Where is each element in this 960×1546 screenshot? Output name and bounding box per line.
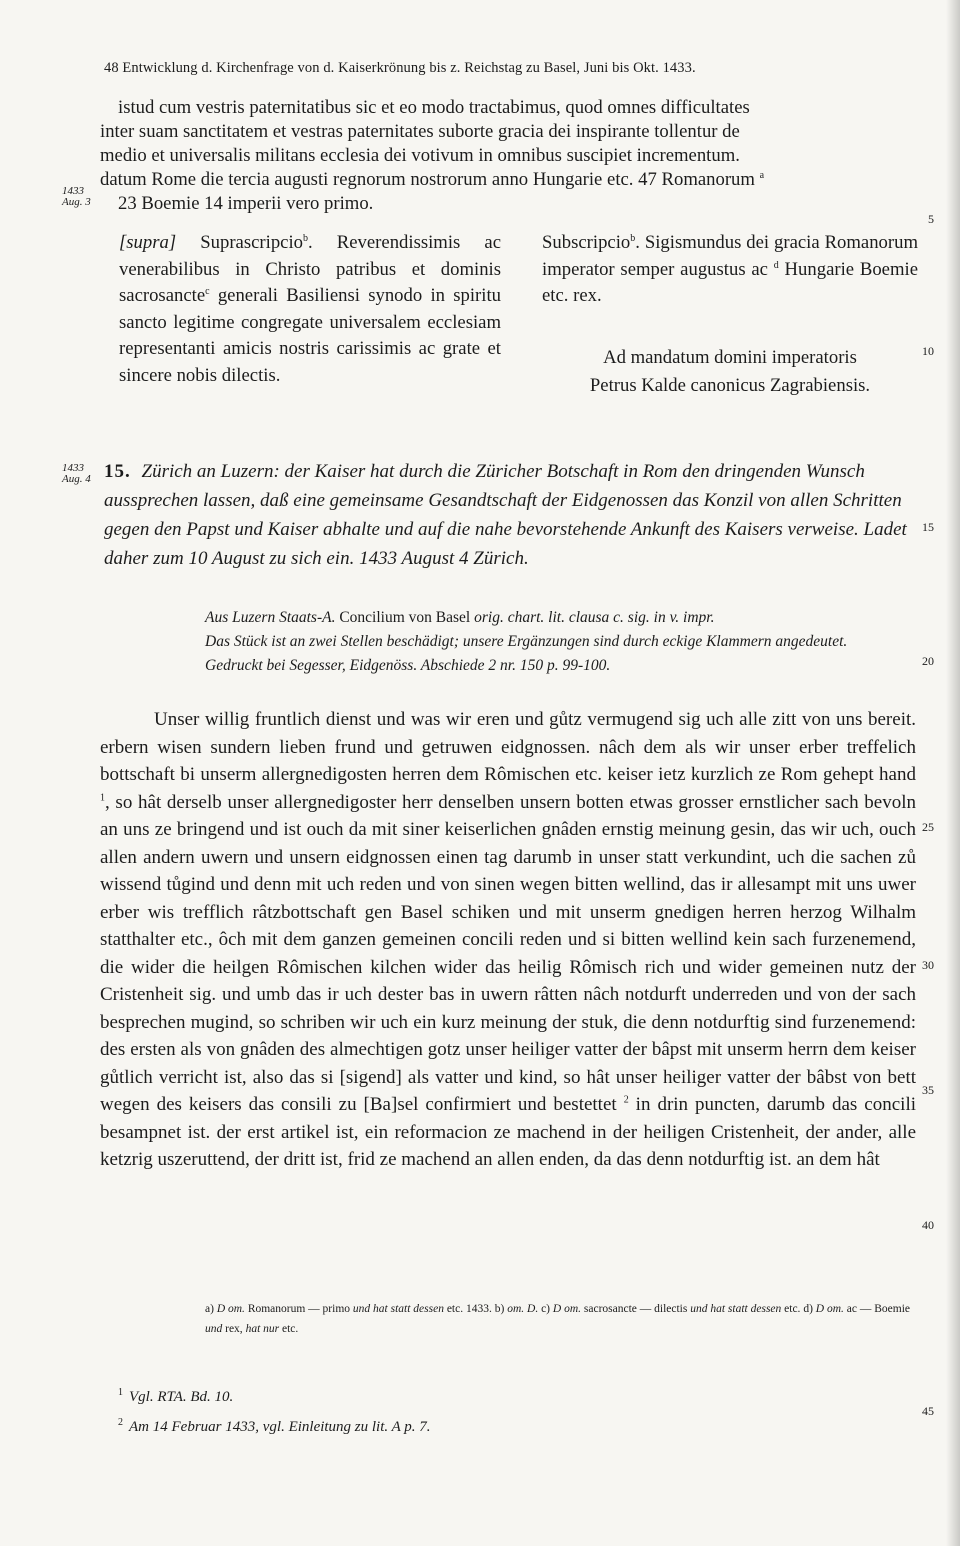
variant-reading: rex,	[225, 1323, 243, 1335]
footnote	[118, 1380, 818, 1410]
variant-reading: etc. 1433.	[446, 1303, 492, 1315]
letter-paragraph	[100, 706, 916, 1174]
line-number: 10	[922, 344, 934, 358]
variant-mark: b	[303, 232, 308, 244]
document-summary: Zürich an Luzern: der Kaiser hat durch die Züricher Botschaft in Rom den dringenden Wunsch aussprechen lassen, daß eine gemeinsame Gesandtschaft der Eidgenossen das Konzil von allen Schritten gegen den Papst und Kaiser abhalte und auf die nahe bevorstehende Ankunft des Kaisers verweise. Ladet daher zum 10 August zu sich ein. 1433 August 4 Zürich.	[104, 461, 907, 569]
footnote-mark: 1	[118, 1387, 123, 1398]
latin-line: inter suam sanctitatem et vestras paternitates suborte gracia dei inspirante tollentur de	[100, 121, 740, 142]
line-number: 30	[922, 958, 934, 972]
variant-lemma: Romanorum — primo	[247, 1303, 351, 1315]
margin-month: Aug. 3	[62, 196, 91, 208]
abbrev: om.	[826, 1303, 844, 1315]
variant-mark: d	[773, 259, 779, 271]
subscr-text	[542, 230, 918, 310]
latin-line: 23 Boemie 14 imperii vero primo.	[118, 193, 374, 214]
footnote-text: Am 14 Februar 1433, vgl. Einleitung zu lit. A p. 7.	[129, 1419, 431, 1435]
supra-label: Suprascripcio	[200, 232, 303, 253]
variant-lemma: sacrosancte — dilectis	[583, 1303, 688, 1315]
source-note: Das Stück ist an zwei Stellen beschädigt; unsere Ergänzungen sind durch eckige Klammern angedeutet.	[205, 633, 848, 650]
supra-text: . Reverendissimis ac venerabilibus in Christo patribus et dominis sacrosancte	[119, 232, 501, 306]
siglum: D.	[527, 1303, 539, 1315]
margin-month: Aug. 4	[62, 473, 91, 485]
signatory-line: Petrus Kalde canonicus Zagrabiensis.	[589, 374, 871, 396]
page-edge-shadow	[946, 0, 960, 1546]
source-archive-name: Aus Luzern Staats-A.	[205, 609, 336, 626]
line-number: 5	[928, 212, 934, 226]
subscr-body: . Sigismundus dei gracia Romanorum imperator semper augustus ac	[542, 232, 918, 280]
margin-year: 1433	[62, 185, 84, 197]
line-number: 15	[922, 520, 934, 534]
variant-mark: b)	[494, 1303, 505, 1315]
document-number: 15.	[104, 461, 131, 482]
footnote-text: Vgl. RTA. Bd. 10.	[129, 1389, 234, 1405]
variant-note: hat nur	[245, 1323, 280, 1335]
source-description: orig. chart. lit. clausa c. sig. in v. impr.	[474, 609, 715, 626]
line-number: 20	[922, 654, 934, 668]
line-number: 40	[922, 1218, 934, 1232]
source-apparatus	[205, 606, 917, 678]
signature-block	[542, 344, 918, 400]
footnote-mark: 2	[118, 1417, 123, 1428]
source-collection: Concilium von Basel	[335, 609, 475, 626]
footnote-ref: 1	[100, 792, 105, 804]
letter-text: , so hât derselb unser allergnedigoster herr denselben unsern botten etwas grosser ernstlicher sach bevoln an uns ze bringend und ist ouch da mit siner keiserlichen gnâden ernstig meinung gesin, das wir uch, ouch allen andern uwern und unsern eidgnossen einen tag darumb in unser statt verkundint, uch die sachen zů wissend tůgind und denn mit uch reden und von sinen wegen bitten wellind, das ir allesampt mit uns uwer erber wis trefflich râtzbottschaft gen Basel schiken und mit unserm gnedigen herren herzog Wilhalm statthalter etc., ôch mit dem ganzen gemeinen concili reden und si bitten wellind kein sach furzenemend, die wider die heilgen Rômischen kilchen wider das heilig Rômisch rich und wider gemeinen nutz der Cristenheit sig. und umb das ir uch dester bas in uwern râtten nâch notdurft underreden und von der sach besprechen mugind, so schriben wir uch ein kurz meinung der stuk, die denn notdurftig sind furzenemend: des ersten als von gnâden des almechtigen gotz unser heiliger vatter der bâpst mit unserm herrn dem keiser gůtlich verricht ist, also das si [sigend] als vatter und kind, so hât unser heiliger vatter der bâbst von bett wegen des keisers das consili zu [Ba]sel confirmiert und bestettet	[100, 791, 916, 1115]
variant-mark: b	[630, 232, 636, 244]
latin-line: medio et universalis militans ecclesia dei votivum in omnibus suscipiet incrementum.	[100, 145, 740, 166]
variant-note: und hat statt dessen	[352, 1303, 444, 1315]
letter-body	[100, 706, 916, 1174]
subscripcio	[542, 230, 918, 400]
line-number: 25	[922, 820, 934, 834]
footnotes	[118, 1380, 818, 1440]
margin-date	[62, 186, 91, 208]
variant-note: und hat statt dessen	[690, 1303, 782, 1315]
variant-lemma: ac — Boemie	[846, 1303, 911, 1315]
latin-line-text: datum Rome die tercia augusti regnorum nostrorum anno Hungarie etc. 47 Romanorum	[100, 169, 755, 190]
margin-date	[62, 463, 91, 485]
siglum: D	[216, 1303, 226, 1315]
variant-mark: d)	[803, 1303, 813, 1315]
siglum: D	[552, 1303, 562, 1315]
letter-text: in drin puncten, darumb das concili besampnet ist. der erst artikel ist, ein reformacion ze machend in der heiligen Cristenheit, der ander, alle ketzrig uszeruttend, der dritt ist, frid ze machend an allen enden, da das denn notdurftig ist. an dem hât	[100, 1094, 916, 1170]
latin-text	[100, 96, 918, 216]
document-heading	[104, 457, 918, 573]
subscr-label: Subscripcio	[542, 232, 631, 253]
footnote	[118, 1410, 818, 1440]
letter-text: Unser willig fruntlich dienst und was wir eren und gůtz vermugend sig uch alle zitt von uns bereit. erbern wisen sundern lieben frund und getruwen eidgnossen. nâch dem als wir unser erber treffelich bottschaft bi unserm allergnedigosten herren dem Rômischen etc. keiser ietz kurzlich ze Rom gehept hand	[100, 709, 916, 785]
latin-line	[100, 168, 918, 192]
supra-text: generali Basiliensi synodo in spiritu sancto legitime congregate universalem ecclesiam representanti amicis nostris carissimis ac grate et sincere nobis dilectis.	[119, 285, 501, 386]
variant-mark: c)	[541, 1303, 551, 1315]
source-print: Gedruckt bei Segesser, Eidgenöss. Abschiede 2 nr. 150 p. 99-100.	[205, 657, 611, 674]
abbrev: om.	[507, 1303, 525, 1315]
siglum: D	[815, 1303, 825, 1315]
variant-mark: c	[205, 285, 210, 297]
variant-apparatus	[205, 1299, 917, 1339]
line-number: 45	[922, 1404, 934, 1418]
variant-mark: a	[759, 169, 765, 181]
abbrev: om.	[228, 1303, 245, 1315]
margin-year: 1433	[62, 462, 84, 474]
subscr-body: Hungarie Boemie etc. rex.	[542, 258, 918, 306]
suprascripcio	[119, 230, 501, 389]
footnote-ref: 2	[623, 1094, 629, 1106]
mandate-line: Ad mandatum domini imperatoris	[603, 346, 857, 368]
variant-reading: etc.	[784, 1303, 801, 1315]
latin-line: istud cum vestris paternitatibus sic et eo modo tractabimus, quod omnes difficultates	[118, 97, 750, 118]
supra-prefix: [supra]	[119, 232, 177, 253]
variant-mark: a)	[205, 1303, 214, 1315]
variant-note: und	[205, 1323, 223, 1335]
running-header: 48 Entwicklung d. Kirchenfrage von d. Kaiserkrönung bis z. Reichstag zu Basel, Juni bis Okt. 1433.	[104, 60, 696, 76]
abbrev: om.	[564, 1303, 582, 1315]
source-archive	[205, 606, 917, 630]
line-number: 35	[922, 1083, 934, 1097]
variant-reading: etc.	[281, 1323, 299, 1335]
